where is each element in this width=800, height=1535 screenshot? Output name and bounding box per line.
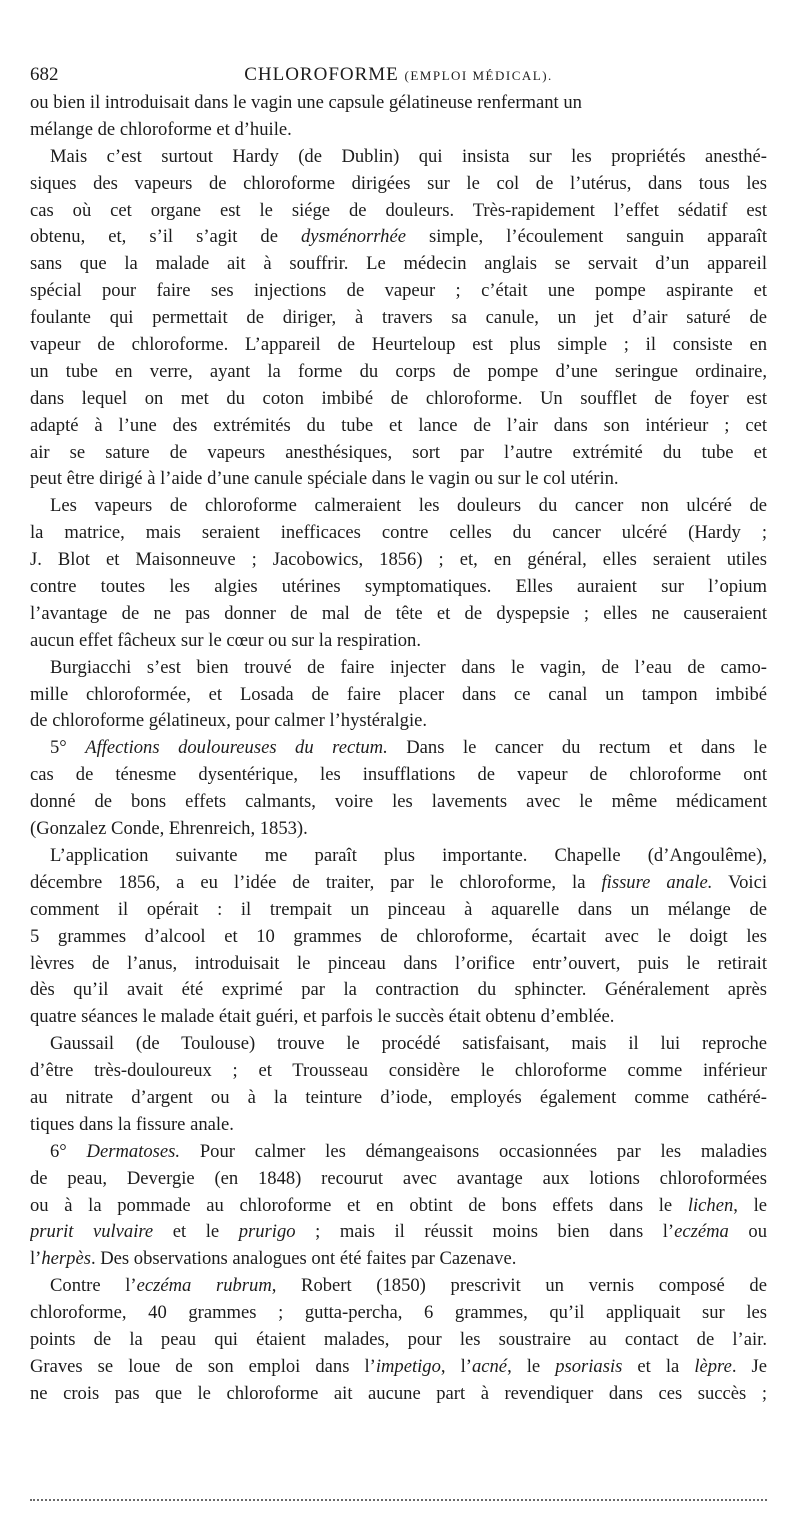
text-segment: 5° xyxy=(50,737,86,759)
text-segment: chloroforme, 40 grammes ; gutta-percha, 6 grammes, qu’il appliquait sur les xyxy=(30,1302,767,1324)
text-segment: Voici xyxy=(712,871,767,893)
text-segment: , l’ xyxy=(440,1355,472,1377)
italic-term: lèpre xyxy=(694,1355,732,1377)
text-segment: . Des observations analogues ont été faites par Cazenave. xyxy=(90,1248,517,1270)
text-line xyxy=(30,466,767,493)
text-segment: Mais c’est surtout Hardy (de Dublin) qui insista sur les propriétés anesthé- xyxy=(50,145,767,167)
text-segment: spécial pour faire ses injections de vapeur ; c’était une pompe aspirante et xyxy=(30,280,767,302)
text-line xyxy=(30,117,767,144)
italic-term: prurit vulvaire xyxy=(30,1221,154,1243)
text-line xyxy=(30,1031,767,1058)
text-segment: et la xyxy=(622,1355,695,1377)
text-line xyxy=(30,628,767,655)
text-segment: 6° xyxy=(50,1140,87,1162)
italic-term: Affections douloureuses du rectum. xyxy=(85,737,388,759)
text-line xyxy=(30,90,767,117)
text-segment: lèvres de l’anus, introduisait le pinceau dans l’orifice entr’ouvert, puis le retirait xyxy=(30,952,767,974)
text-line xyxy=(30,1004,767,1031)
italic-term: eczéma xyxy=(674,1221,729,1243)
running-title-sub: (EMPLOI MÉDICAL). xyxy=(404,68,553,83)
text-segment: ou à la pommade au chloroforme et en obtint de bons effets dans le xyxy=(30,1194,688,1216)
text-segment: au nitrate d’argent ou à la teinture d’iode, employés également comme cathéré- xyxy=(30,1086,767,1108)
text-line xyxy=(30,1273,767,1300)
text-segment: ou bien il introduisait dans le vagin une capsule gélatineuse renfermant un xyxy=(30,92,582,113)
text-segment: peut être dirigé à l’aide d’une canule spéciale dans le vagin ou sur le col utérin. xyxy=(30,468,619,490)
text-line xyxy=(30,762,767,789)
text-segment: , Robert (1850) prescrivit un vernis composé de xyxy=(271,1275,767,1297)
text-line xyxy=(30,1139,767,1166)
text-segment: décembre 1856, a eu l’idée de traiter, par le chloroforme, la xyxy=(30,871,602,893)
text-line xyxy=(30,1219,767,1246)
italic-term: eczéma rubrum xyxy=(136,1275,272,1297)
text-segment: mélange de chloroforme et d’huile. xyxy=(30,118,292,140)
text-segment: ou xyxy=(728,1221,767,1243)
text-line xyxy=(30,1327,767,1354)
text-line xyxy=(30,789,767,816)
text-line xyxy=(30,843,767,870)
text-segment: L’application suivante me paraît plus importante. Chapelle (d’Angoulême), xyxy=(50,844,767,866)
text-segment: points de la peau qui étaient malades, pour les soustraire au contact de l’air. xyxy=(30,1328,767,1350)
text-segment: comment il opérait : il trempait un pinceau à aquarelle dans un mélange de xyxy=(30,898,767,920)
italic-term: impetigo xyxy=(375,1355,441,1377)
text-line xyxy=(30,601,767,628)
text-segment: siques des vapeurs de chloroforme dirigées sur le col de l’utérus, dans tous les xyxy=(30,172,767,194)
italic-term: Dermatoses. xyxy=(86,1140,181,1162)
text-segment: cas où cet organe est le siége de douleurs. Très-rapidement l’effet sédatif est xyxy=(30,199,767,221)
text-segment: quatre séances le malade était guéri, et parfois le succès était obtenu d’emblée. xyxy=(30,1006,615,1028)
text-line xyxy=(30,493,767,520)
footer-dotted-rule xyxy=(30,1493,767,1501)
text-line xyxy=(30,1193,767,1220)
text-segment: cas de ténesme dysentérique, les insufflations de vapeur de chloroforme ont xyxy=(30,764,767,786)
text-segment: de peau, Devergie (en 1848) recourut avec avantage aux lotions chloroformées xyxy=(30,1167,767,1189)
italic-term: prurigo xyxy=(238,1221,296,1243)
text-line xyxy=(30,278,767,305)
text-segment: aucun effet fâcheux sur le cœur ou sur la respiration. xyxy=(30,629,422,651)
text-line xyxy=(30,735,767,762)
italic-term: psoriasis xyxy=(555,1355,623,1377)
document-page xyxy=(30,58,767,1408)
text-line xyxy=(30,198,767,225)
text-segment: ne crois pas que le chloroforme ait aucune part à revendiquer dans ces succès ; xyxy=(30,1382,767,1404)
italic-term: acné xyxy=(471,1355,508,1377)
text-segment: , le xyxy=(507,1355,556,1377)
text-segment: Pour calmer les démangeaisons occasionnées par les maladies xyxy=(180,1140,767,1162)
text-line xyxy=(30,682,767,709)
text-line xyxy=(30,1085,767,1112)
text-segment: dans lequel on met du coton imbibé de chloroforme. Un soufflet de foyer est xyxy=(30,387,767,409)
text-segment: vapeur de chloroforme. L’appareil de Heurteloup est plus simple ; il consiste en xyxy=(30,334,767,356)
text-line xyxy=(30,144,767,171)
text-segment: un tube en verre, ayant la forme du corps de pompe d’une seringue ordinaire, xyxy=(30,360,767,382)
text-segment: Dans le cancer du rectum et dans le xyxy=(387,737,767,759)
body-text xyxy=(30,90,767,1408)
text-line xyxy=(30,1166,767,1193)
text-segment: mille chloroformée, et Losada de faire placer dans ce canal un tampon imbibé xyxy=(30,683,767,705)
text-line xyxy=(30,386,767,413)
text-line xyxy=(30,924,767,951)
text-line xyxy=(30,574,767,601)
text-line xyxy=(30,977,767,1004)
text-segment: d’être très-douloureux ; et Trousseau considère le chloroforme comme inférieur xyxy=(30,1060,767,1082)
text-segment: contre toutes les algies utérines symptomatiques. Elles auraient sur l’opium xyxy=(30,576,767,598)
text-segment: Graves se loue de son emploi dans l’ xyxy=(30,1355,376,1377)
text-segment: et le xyxy=(153,1221,239,1243)
text-segment: adapté à l’une des extrémités du tube et lance de l’air dans son intérieur ; cet xyxy=(30,414,767,436)
text-segment: obtenu, et, s’il s’agit de xyxy=(30,226,301,248)
text-segment: ; mais il réussit moins bien dans l’ xyxy=(295,1221,675,1243)
text-segment: sans que la malade ait à souffrir. Le médecin anglais se servait d’un appareil xyxy=(30,253,767,275)
text-line xyxy=(30,251,767,278)
text-segment: l’ xyxy=(30,1248,42,1270)
text-segment: tiques dans la fissure anale. xyxy=(30,1113,234,1135)
text-line xyxy=(30,520,767,547)
text-line xyxy=(30,1246,767,1273)
text-line xyxy=(30,1300,767,1327)
text-segment: l’avantage de ne pas donner de mal de tête et de dyspepsie ; elles ne causeraient xyxy=(30,602,767,624)
page-number: 682 xyxy=(30,64,59,85)
text-segment: , le xyxy=(733,1194,767,1216)
text-segment: simple, l’écoulement sanguin apparaît xyxy=(405,226,767,248)
text-line xyxy=(30,708,767,735)
text-segment: Burgiacchi s’est bien trouvé de faire injecter dans le vagin, de l’eau de camo- xyxy=(50,656,767,678)
text-line xyxy=(30,951,767,978)
text-segment: J. Blot et Maisonneuve ; Jacobowics, 1856) ; et, en général, elles seraient utiles xyxy=(30,549,767,571)
text-line xyxy=(30,305,767,332)
text-segment: (Gonzalez Conde, Ehrenreich, 1853). xyxy=(30,818,308,840)
text-line xyxy=(30,547,767,574)
text-line xyxy=(30,1354,767,1381)
text-segment: Les vapeurs de chloroforme calmeraient les douleurs du cancer non ulcéré de xyxy=(50,495,767,517)
text-line xyxy=(30,870,767,897)
text-segment: Contre l’ xyxy=(50,1275,137,1297)
text-line xyxy=(30,440,767,467)
running-header xyxy=(30,58,767,90)
italic-term: dysménorrhée xyxy=(300,226,406,248)
text-line xyxy=(30,332,767,359)
text-segment: de chloroforme gélatineux, pour calmer l’hystéralgie. xyxy=(30,710,428,732)
text-segment: donné de bons effets calmants, voire les lavements avec le même médicament xyxy=(30,791,767,813)
text-line xyxy=(30,413,767,440)
italic-term: fissure anale. xyxy=(601,871,713,893)
text-line xyxy=(30,1381,767,1408)
text-line xyxy=(30,897,767,924)
text-line xyxy=(30,655,767,682)
text-line xyxy=(30,171,767,198)
text-segment: Gaussail (de Toulouse) trouve le procédé satisfaisant, mais il lui reproche xyxy=(50,1033,767,1055)
text-segment: 5 grammes d’alcool et 10 grammes de chloroforme, écartait avec le doigt les xyxy=(30,925,767,947)
text-line xyxy=(30,359,767,386)
text-segment: air se sature de vapeurs anesthésiques, sort par l’autre extrémité du tube et xyxy=(30,441,767,463)
text-line xyxy=(30,816,767,843)
text-line xyxy=(30,224,767,251)
running-title xyxy=(30,64,767,86)
italic-term: herpès xyxy=(41,1248,91,1270)
text-segment: foulante qui permettait de diriger, à travers sa canule, un jet d’air saturé de xyxy=(30,307,767,329)
text-segment: la matrice, mais seraient inefficaces contre celles du cancer ulcéré (Hardy ; xyxy=(30,522,767,544)
text-segment: dès qu’il avait été exprimé par la contraction du sphincter. Généralement après xyxy=(30,979,767,1001)
text-line xyxy=(30,1058,767,1085)
italic-term: lichen xyxy=(687,1194,734,1216)
running-title-main: CHLOROFORME xyxy=(244,64,399,85)
text-segment: . Je xyxy=(731,1355,767,1377)
text-line xyxy=(30,1112,767,1139)
